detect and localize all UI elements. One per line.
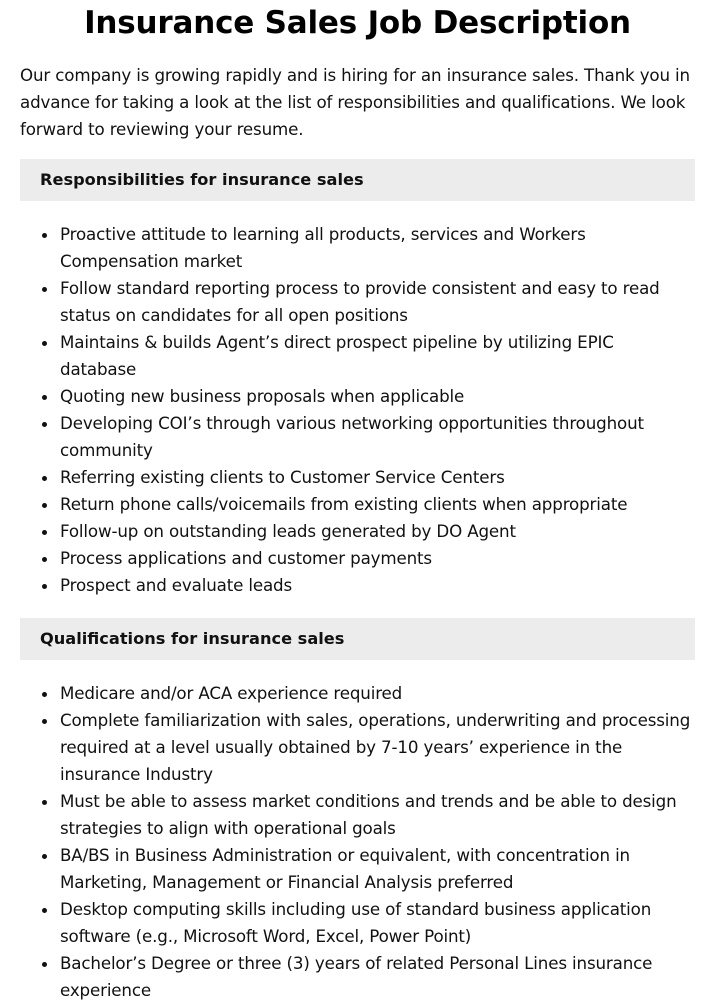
bullet-icon: [42, 422, 47, 427]
bullet-icon: [42, 908, 47, 913]
responsibility-item: [20, 464, 695, 491]
bullet-icon: [42, 800, 47, 805]
qualification-text: Must be able to assess market conditions and trends and be able to design strategies to align with operational goals: [60, 791, 677, 838]
bullet-icon: [42, 341, 47, 346]
responsibilities-heading: Responsibilities for insurance sales: [20, 159, 695, 201]
responsibility-text: Follow standard reporting process to provide consistent and easy to read status on candidates for all open positions: [60, 278, 660, 325]
responsibility-text: Follow-up on outstanding leads generated by DO Agent: [60, 521, 516, 541]
responsibility-item: [20, 383, 695, 410]
qualification-text: Desktop computing skills including use of standard business application software (e.g., Microsoft Word, Excel, Power Point): [60, 899, 652, 946]
responsibility-text: Proactive attitude to learning all products, services and Workers Compensation market: [60, 224, 586, 271]
bullet-icon: [42, 962, 47, 967]
qualification-item: [20, 707, 695, 788]
qualification-item: [20, 788, 695, 842]
bullet-icon: [42, 692, 47, 697]
qualifications-list: [20, 660, 695, 1004]
qualification-item: [20, 896, 695, 950]
responsibility-text: Return phone calls/voicemails from existing clients when appropriate: [60, 494, 628, 514]
responsibility-item: [20, 491, 695, 518]
responsibility-item: [20, 518, 695, 545]
responsibility-item: [20, 221, 695, 275]
bullet-icon: [42, 530, 47, 535]
qualification-item: [20, 950, 695, 1004]
responsibility-item: [20, 275, 695, 329]
responsibility-text: Maintains & builds Agent’s direct prospect pipeline by utilizing EPIC database: [60, 332, 614, 379]
responsibility-text: Referring existing clients to Customer Service Centers: [60, 467, 505, 487]
responsibility-item: [20, 410, 695, 464]
responsibility-text: Quoting new business proposals when applicable: [60, 386, 465, 406]
responsibility-text: Developing COI’s through various networking opportunities throughout community: [60, 413, 644, 460]
qualification-text: Complete familiarization with sales, operations, underwriting and processing required at a level usually obtained by 7-10 years’ experience in the insurance Industry: [60, 710, 691, 784]
bullet-icon: [42, 854, 47, 859]
responsibility-item: [20, 545, 695, 572]
bullet-icon: [42, 719, 47, 724]
bullet-icon: [42, 584, 47, 589]
qualification-item: [20, 842, 695, 896]
responsibility-text: Process applications and customer payments: [60, 548, 432, 568]
bullet-icon: [42, 557, 47, 562]
bullet-icon: [42, 503, 47, 508]
bullet-icon: [42, 395, 47, 400]
qualification-text: Medicare and/or ACA experience required: [60, 683, 403, 703]
qualification-item: [20, 680, 695, 707]
responsibility-item: [20, 329, 695, 383]
bullet-icon: [42, 476, 47, 481]
qualifications-heading: Qualifications for insurance sales: [20, 618, 695, 660]
responsibility-text: Prospect and evaluate leads: [60, 575, 293, 595]
page-title: Insurance Sales Job Description: [84, 5, 631, 41]
qualification-text: BA/BS in Business Administration or equivalent, with concentration in Marketing, Management or Financial Analysis preferred: [60, 845, 630, 892]
bullet-icon: [42, 233, 47, 238]
qualification-text: Bachelor’s Degree or three (3) years of related Personal Lines insurance experience: [60, 953, 653, 1000]
responsibility-item: [20, 572, 695, 599]
responsibilities-list: [20, 201, 695, 599]
intro-paragraph: Our company is growing rapidly and is hiring for an insurance sales. Thank you in advance for taking a look at the list of responsibilities and qualifications. We look forward to reviewing your resume.: [20, 65, 690, 139]
bullet-icon: [42, 287, 47, 292]
